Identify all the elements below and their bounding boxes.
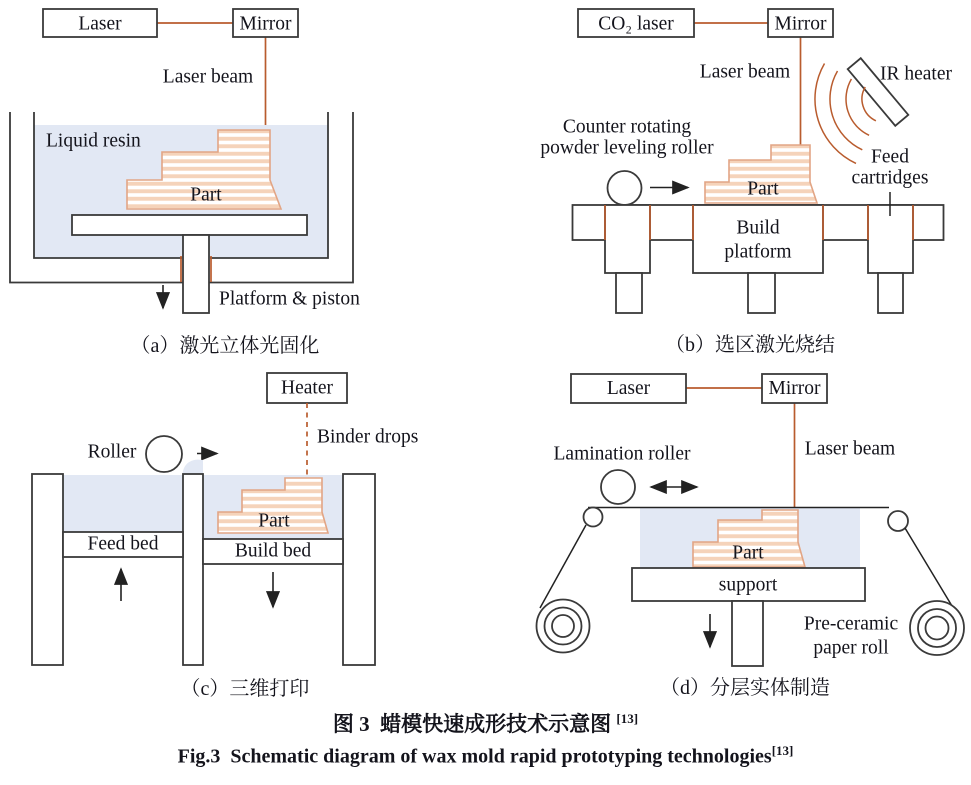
caption-d: （d）分层实体制造: [660, 677, 830, 699]
figure-caption-chinese-text: 图 3 蜡模快速成形技术示意图: [332, 712, 617, 736]
guide-roller-left: [584, 508, 603, 527]
panel-d-laminated-object-manufacturing: [537, 374, 965, 699]
radiation-arc: [830, 71, 862, 150]
feed-cartridges-label-line2: cartridges: [851, 167, 929, 189]
counter-rotating-label-line2: powder leveling roller: [540, 137, 714, 159]
roller-label-c: Roller: [87, 441, 137, 463]
piston-a: [183, 235, 209, 313]
figure-caption-chinese-ref: [13]: [616, 711, 639, 726]
mirror-label-d: Mirror: [768, 378, 821, 399]
counter-rotating-label-line1: Counter rotating: [562, 116, 692, 138]
support-label: support: [718, 574, 778, 596]
ir-heater-label: IR heater: [880, 63, 953, 85]
figure-caption-english-ref: [13]: [771, 743, 794, 758]
build-platform-box: [693, 205, 823, 273]
part-label-c: Part: [258, 510, 290, 532]
piston-center-b: [748, 273, 775, 313]
co2-laser-label: CO₂ laser: [598, 13, 674, 35]
powder-mound: [183, 460, 204, 474]
laser-beam-label-a: Laser beam: [162, 66, 254, 88]
powder-feed-area: [63, 475, 183, 532]
part-label-a: Part: [190, 184, 222, 206]
pre-ceramic-label-line2: paper roll: [813, 637, 889, 659]
binder-drops-label: Binder drops: [317, 426, 419, 448]
figure-caption-english: [0, 743, 971, 769]
figure-caption-chinese: [0, 708, 971, 738]
wall-right-c: [343, 474, 375, 665]
laser-beam-label-b: Laser beam: [699, 61, 791, 83]
laser-label-d: Laser: [606, 378, 651, 399]
wall-middle-c: [183, 474, 203, 665]
feed-cartridge-left: [605, 205, 650, 273]
radiation-arc: [815, 64, 856, 164]
part-label-d: Part: [732, 542, 764, 564]
lamination-roller: [601, 470, 635, 504]
piston-right-b: [878, 273, 903, 313]
paper-roll-left: [537, 600, 590, 653]
leveling-roller: [608, 171, 642, 205]
feed-bed-label: Feed bed: [87, 533, 159, 555]
part-label-b: Part: [747, 178, 779, 200]
wall-left-c: [32, 474, 63, 665]
paper-roll-right: [910, 601, 964, 655]
piston-left-b: [616, 273, 642, 313]
caption-b: （b）选区激光烧结: [665, 334, 835, 356]
feed-cartridges-label-line1: Feed: [871, 146, 909, 168]
lamination-roller-label: Lamination roller: [553, 443, 691, 465]
caption-c: （c）三维打印: [180, 678, 310, 700]
heater-label: Heater: [281, 377, 333, 399]
figure-caption-english-text: Fig.3 Schematic diagram of wax mold rapid prototyping technologies: [177, 745, 772, 768]
paper-strand-right: [905, 528, 952, 606]
panel-b-selective-laser-sintering: [540, 9, 952, 356]
pre-ceramic-label-line1: Pre-ceramic: [803, 613, 899, 635]
panel-a-stereolithography: [10, 9, 360, 357]
laser-beam-label-d: Laser beam: [804, 438, 896, 460]
build-platform-label-line2: platform: [724, 241, 792, 263]
paper-roll-ring: [552, 615, 574, 637]
paper-strand-left: [540, 525, 586, 608]
build-bed-label: Build bed: [234, 540, 312, 562]
mirror-label-a: Mirror: [239, 13, 292, 35]
caption-a: （a）激光立体光固化: [130, 335, 320, 357]
platform-a: [72, 215, 307, 235]
liquid-resin-label: Liquid resin: [46, 130, 141, 152]
platform-piston-label: Platform & piston: [219, 288, 360, 310]
panel-c-3d-printing: [32, 373, 418, 700]
mirror-label-b: Mirror: [774, 13, 827, 35]
build-platform-label-line1: Build: [736, 217, 780, 239]
laser-label-a: Laser: [78, 13, 122, 35]
paper-roll-ring: [926, 617, 949, 640]
piston-d: [732, 601, 763, 666]
roller-c: [146, 436, 182, 472]
